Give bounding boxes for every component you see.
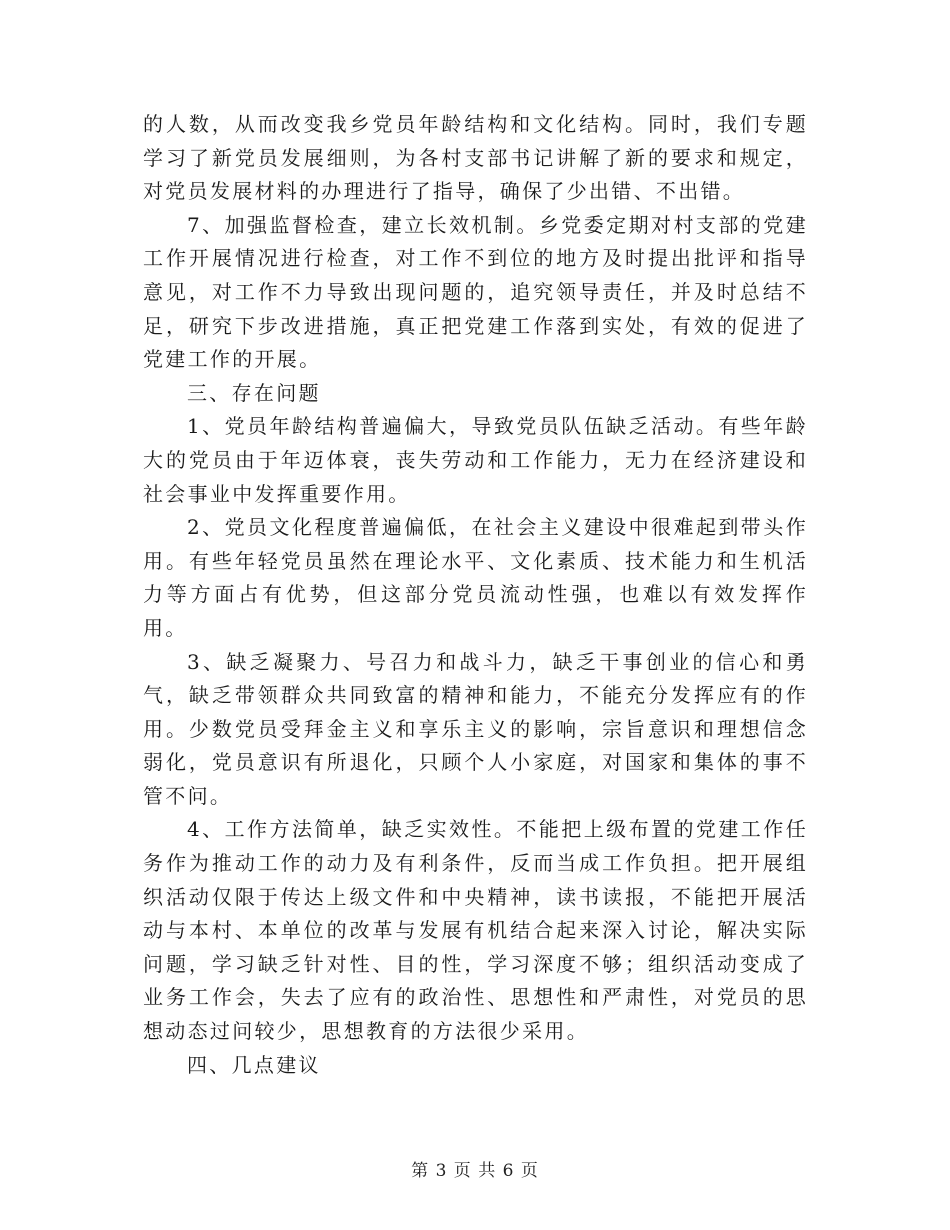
section-heading-suggestions: 四、几点建议: [187, 1052, 321, 1077]
document-body: [143, 108, 808, 1082]
paragraph-item-7: 7、加强监督检查，建立长效机制。乡党委定期对村支部的党建工作开展情况进行检查，对工作不到位的地方及时提出批评和指导意见，对工作不力导致出现问题的，追究领导责任，并及时总结不足，研究下步改进措施，真正把党建工作落到实处，有效的促进了党建工作的开展。: [143, 212, 808, 372]
paragraph-issue-3: 3、缺乏凝聚力、号召力和战斗力，缺乏干事创业的信心和勇气，缺乏带领群众共同致富的精神和能力，不能充分发挥应有的作用。少数党员受拜金主义和享乐主义的影响，宗旨意识和理想信念弱化，党员意识有所退化，只顾个人小家庭，对国家和集体的事不管不问。: [143, 649, 808, 808]
paragraph-continuation: 的人数，从而改变我乡党员年龄结构和文化结构。同时，我们专题学习了新党员发展细则，为各村支部书记讲解了新的要求和规定，对党员发展材料的办理进行了指导，确保了少出错、不出错。: [143, 112, 808, 204]
paragraph-issue-1: 1、党员年龄结构普遍偏大，导致党员队伍缺乏活动。有些年龄大的党员由于年迈体衰，丧失劳动和工作能力，无力在经济建设和社会事业中发挥重要作用。: [143, 414, 808, 506]
section-heading-issues: 三、存在问题: [187, 380, 321, 405]
paragraph-issue-4: 4、工作方法简单，缺乏实效性。不能把上级布置的党建工作任务作为推动工作的动力及有利条件，反而当成工作负担。把开展组织活动仅限于传达上级文件和中央精神，读书读报，不能把开展活动与本村、本单位的改革与发展有机结合起来深入讨论，解决实际问题，学习缺乏针对性、目的性，学习深度不够；组织活动变成了业务工作会，失去了应有的政治性、思想性和严肃性，对党员的思想动态过问较少，思想教育的方法很少采用。: [143, 817, 808, 1044]
paragraph-issue-2: 2、党员文化程度普遍偏低，在社会主义建设中很难起到带头作用。有些年轻党员虽然在理论水平、文化素质、技术能力和生机活力等方面占有优势，但这部分党员流动性强，也难以有效发挥作用。: [143, 515, 808, 640]
page-number-footer: 第 3 页 共 6 页: [411, 1161, 539, 1181]
